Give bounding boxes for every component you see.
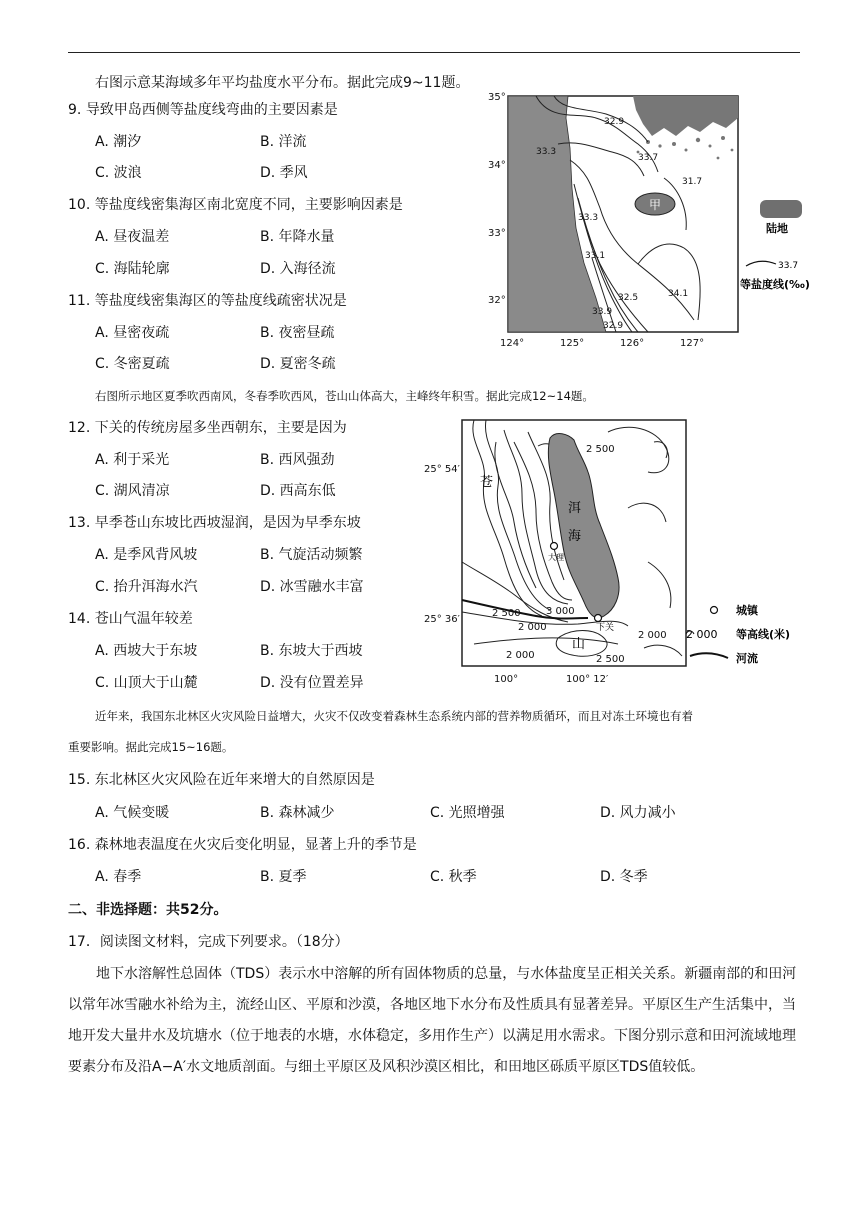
option: B. 气旋活动频繁	[260, 547, 363, 563]
option: C. 秋季	[430, 869, 477, 885]
cang-label: 苍	[480, 475, 494, 490]
option: B. 夜密昼疏	[260, 325, 335, 341]
lon-label: 125°	[560, 338, 585, 349]
lon-label: 124°	[500, 338, 525, 349]
lon-label: 100°	[494, 674, 519, 685]
isoline-label: 32.9	[603, 321, 624, 331]
top-rule	[68, 52, 800, 53]
town-xiaguan-label: 下关	[596, 623, 615, 633]
lon-label: 127°	[680, 338, 705, 349]
question-15	[68, 771, 375, 789]
option: B. 森林减少	[260, 805, 335, 821]
contour-label: 3 000	[546, 606, 575, 617]
lat-label: 35°	[488, 92, 506, 103]
option: A. 潮汐	[95, 134, 142, 150]
legend-river-symbol	[690, 653, 728, 658]
legend-river-label: 河流	[736, 652, 758, 665]
option: C. 山顶大于山麓	[95, 675, 198, 691]
legend-town-symbol	[711, 607, 718, 614]
isoline-label: 33.3	[536, 147, 557, 157]
option: C. 抬升洱海水汽	[95, 579, 198, 595]
option: A. 昼密夜疏	[95, 325, 170, 341]
option: A. 气候变暖	[95, 805, 170, 821]
town-dali-label: 大理	[548, 553, 564, 562]
question-13	[68, 514, 361, 532]
isoline-label: 34.1	[668, 289, 689, 299]
town-xiaguan-marker	[595, 615, 602, 622]
question-17: 17．阅读图文材料，完成下列要求。（18分）	[68, 934, 349, 950]
question-number: 16.	[68, 837, 91, 853]
question-number: 13.	[68, 515, 91, 531]
lat-label: 25° 36′	[424, 614, 460, 625]
question-12	[68, 419, 347, 437]
question-16	[68, 836, 417, 854]
isoline-label: 32.9	[604, 117, 625, 127]
lon-label: 126°	[620, 338, 645, 349]
contour-label: 2 500	[492, 608, 521, 619]
legend-isoline-value: 33.7	[778, 261, 799, 271]
question-9	[68, 101, 338, 119]
question-stem: 导致甲岛西侧等盐度线弯曲的主要因素是	[85, 102, 338, 118]
question-stem: 苍山气温年较差	[94, 611, 193, 627]
lat-label: 32°	[488, 295, 506, 306]
intro-15-16-line2: 重要影响。据此完成15~16题。	[68, 740, 234, 754]
legend-land-swatch	[760, 200, 802, 218]
question-number: 9.	[68, 102, 82, 118]
lake-label: 洱	[568, 501, 582, 516]
question-stem: 森林地表温度在火灾后变化明显，显著上升的季节是	[94, 837, 417, 853]
isoline-label: 33.3	[578, 213, 599, 223]
isoline-label: 32.5	[618, 293, 639, 303]
isoline-label: 31.7	[682, 177, 703, 187]
option: A. 利于采光	[95, 452, 170, 468]
option: D. 冬季	[600, 869, 648, 885]
option: A. 是季风背风坡	[95, 547, 198, 563]
contour-label: 2 000	[506, 650, 535, 661]
option: D. 夏密冬疏	[260, 356, 336, 372]
lat-label: 33°	[488, 228, 506, 239]
legend-land-label: 陆地	[766, 222, 788, 235]
question-14	[68, 610, 193, 628]
town-dali-marker	[551, 543, 558, 550]
option: B. 夏季	[260, 869, 307, 885]
legend-contour-label: 等高线(米)	[736, 628, 791, 641]
question-number: 14.	[68, 611, 91, 627]
legend-contour-value: 2 000	[686, 628, 718, 641]
question-stem: 东北林区火灾风险在近年来增大的自然原因是	[94, 772, 375, 788]
isoline-label: 33.1	[585, 251, 606, 261]
question-stem: 下关的传统房屋多坐西朝东，主要是因为	[94, 420, 347, 436]
intro-9-11: 右图示意某海域多年平均盐度水平分布。据此完成9~11题。	[95, 75, 470, 91]
intro-15-16-line1: 近年来，我国东北林区火灾风险日益增大，火灾不仅改变着森林生态系统内部的营养物质循环，而且对冻土环境也有着	[95, 709, 693, 723]
option: A. 昼夜温差	[95, 229, 170, 245]
question-10	[68, 196, 403, 214]
isoline-label: 33.9	[592, 307, 613, 317]
option: A. 春季	[95, 869, 142, 885]
option: C. 湖风清凉	[95, 483, 170, 499]
shan-label: 山	[572, 637, 586, 652]
question-number: 15.	[68, 772, 91, 788]
salinity-map	[488, 88, 818, 350]
cangshan-erhai-map	[418, 412, 828, 688]
option: A. 西坡大于东坡	[95, 643, 198, 659]
lon-label: 100° 12′	[566, 674, 609, 685]
option: B. 西风强劲	[260, 452, 335, 468]
option: C. 海陆轮廓	[95, 261, 170, 277]
question-number: 12.	[68, 420, 91, 436]
legend-isoline-label: 等盐度线(‰)	[740, 278, 810, 291]
isoline-label: 33.7	[638, 153, 659, 163]
option: D. 季风	[260, 165, 308, 181]
lake-label: 海	[568, 529, 582, 544]
island-label: 甲	[649, 198, 662, 212]
option: D. 没有位置差异	[260, 675, 364, 691]
option: C. 波浪	[95, 165, 142, 181]
option: B. 年降水量	[260, 229, 335, 245]
legend-isoline-symbol	[746, 261, 776, 266]
legend-town-label: 城镇	[736, 604, 758, 617]
question-number: 11.	[68, 293, 91, 309]
question-stem: 等盐度线密集海区南北宽度不同，主要影响因素是	[94, 197, 403, 213]
question-number: 10.	[68, 197, 91, 213]
lat-label: 34°	[488, 160, 506, 171]
section-heading: 二、非选择题：共52分。	[68, 902, 228, 918]
option: D. 冰雪融水丰富	[260, 579, 364, 595]
option: C. 光照增强	[430, 805, 505, 821]
contour-label: 2 000	[638, 630, 667, 641]
option: B. 东坡大于西坡	[260, 643, 363, 659]
contour-label: 2 500	[586, 444, 615, 455]
option: D. 西高东低	[260, 483, 336, 499]
question-stem: 等盐度线密集海区的等盐度线疏密状况是	[94, 293, 347, 309]
contour-label: 2 500	[596, 654, 625, 665]
option: B. 洋流	[260, 134, 307, 150]
question-17-material: 地下水溶解性总固体（TDS）表示水中溶解的所有固体物质的总量，与水体盐度呈正相关关系。新疆南部的和田河以常年冰雪融水补给为主，流经山区、平原和沙漠，各地区地下水分布及性质具有显著差异。平原区生产生活集中，当地开发大量井水及坑塘水（位于地表的水塘，水体稳定，多用作生产）以满足用水需求。下图分别示意和田河流域地理要素分布及沿A−A′水文地质剖面。与细土平原区及风积沙漠区相比，和田地区砾质平原区TDS值较低。	[68, 966, 797, 1075]
option: D. 入海径流	[260, 261, 336, 277]
option: C. 冬密夏疏	[95, 356, 170, 372]
contour-label: 2 000	[518, 622, 547, 633]
lat-label: 25° 54′	[424, 464, 460, 475]
question-11	[68, 292, 347, 310]
option: D. 风力减小	[600, 805, 676, 821]
intro-12-14: 右图所示地区夏季吹西南风，冬春季吹西风，苍山山体高大，主峰终年积雪。据此完成12~14题。	[95, 389, 594, 403]
question-stem: 早季苍山东坡比西坡湿润，是因为早季东坡	[94, 515, 361, 531]
